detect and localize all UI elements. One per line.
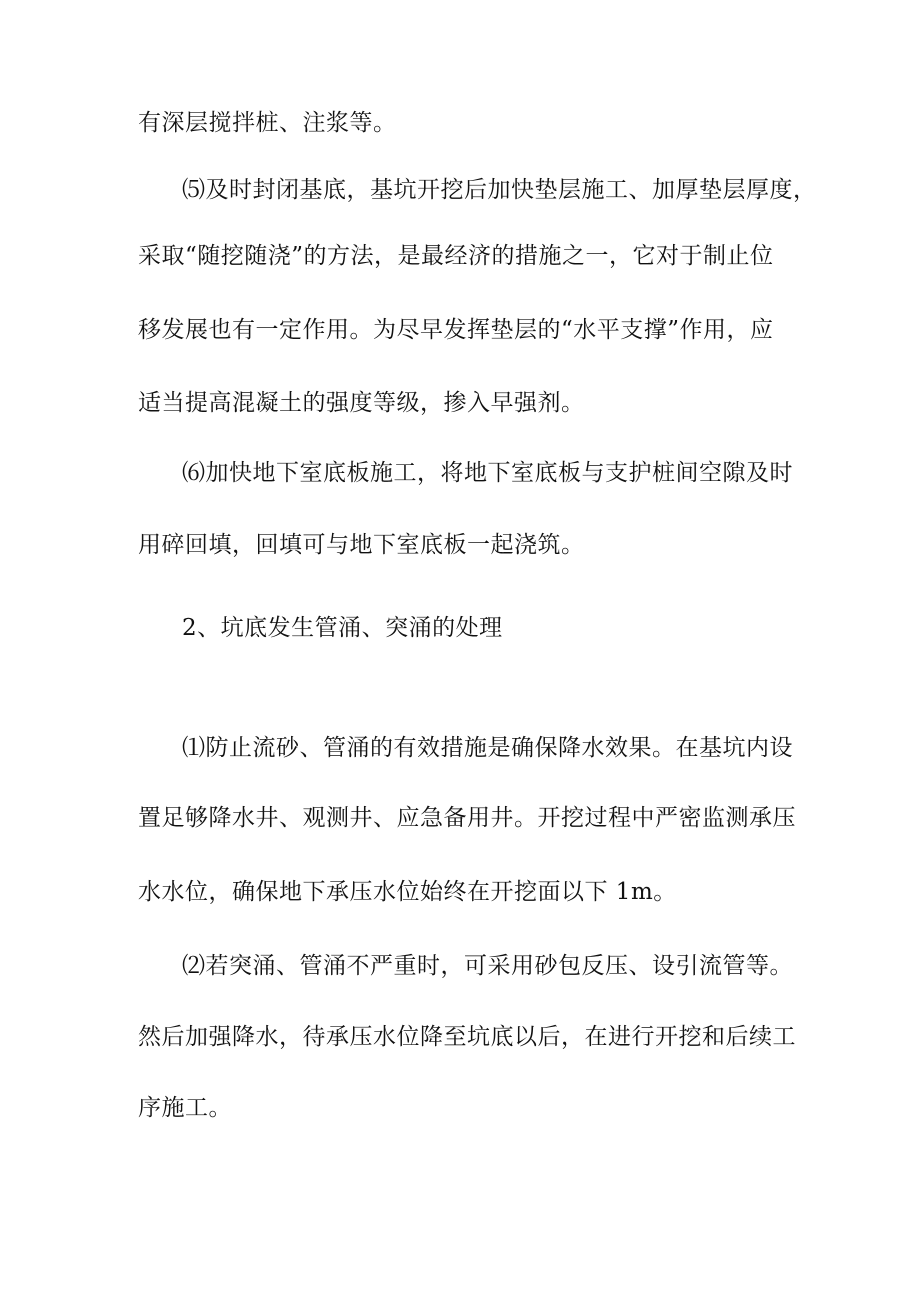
paragraph-line: 水水位，确保地下承压水位始终在开挖面以下 1m。 xyxy=(138,879,677,905)
paragraph-line: ⑵若突涌、管涌不严重时，可采用砂包反压、设引流管等。 xyxy=(182,953,793,979)
paragraph-line: 移发展也有一定作用。为尽早发挥垫层的“水平支撑”作用，应 xyxy=(138,317,774,343)
paragraph-line: ⑸及时封闭基底，基坑开挖后加快垫层施工、加厚垫层厚度， xyxy=(182,177,817,203)
paragraph-line: 采取“随挖随浇”的方法，是最经济的措施之一，它对于制止位 xyxy=(138,243,774,269)
section-heading: 2、坑底发生管涌、突涌的处理 xyxy=(182,615,503,641)
paragraph-line: 然后加强降水，待承压水位降至坑底以后，在进行开挖和后续工 xyxy=(138,1024,796,1050)
paragraph-line: 用碎回填，回填可与地下室底板一起浇筑。 xyxy=(138,532,585,558)
paragraph-line: ⑴防止流砂、管涌的有效措施是确保降水效果。在基坑内设 xyxy=(182,735,793,761)
paragraph-line: 序施工。 xyxy=(138,1095,232,1121)
paragraph-line: 置足够降水井、观测井、应急备用井。开挖过程中严密监测承压 xyxy=(138,805,796,831)
paragraph-line: ⑹加快地下室底板施工，将地下室底板与支护桩间空隙及时 xyxy=(182,460,793,486)
paragraph-line: 适当提高混凝土的强度等级，掺入早强剂。 xyxy=(138,390,585,416)
paragraph-line: 有深层搅拌桩、注浆等。 xyxy=(138,110,397,136)
